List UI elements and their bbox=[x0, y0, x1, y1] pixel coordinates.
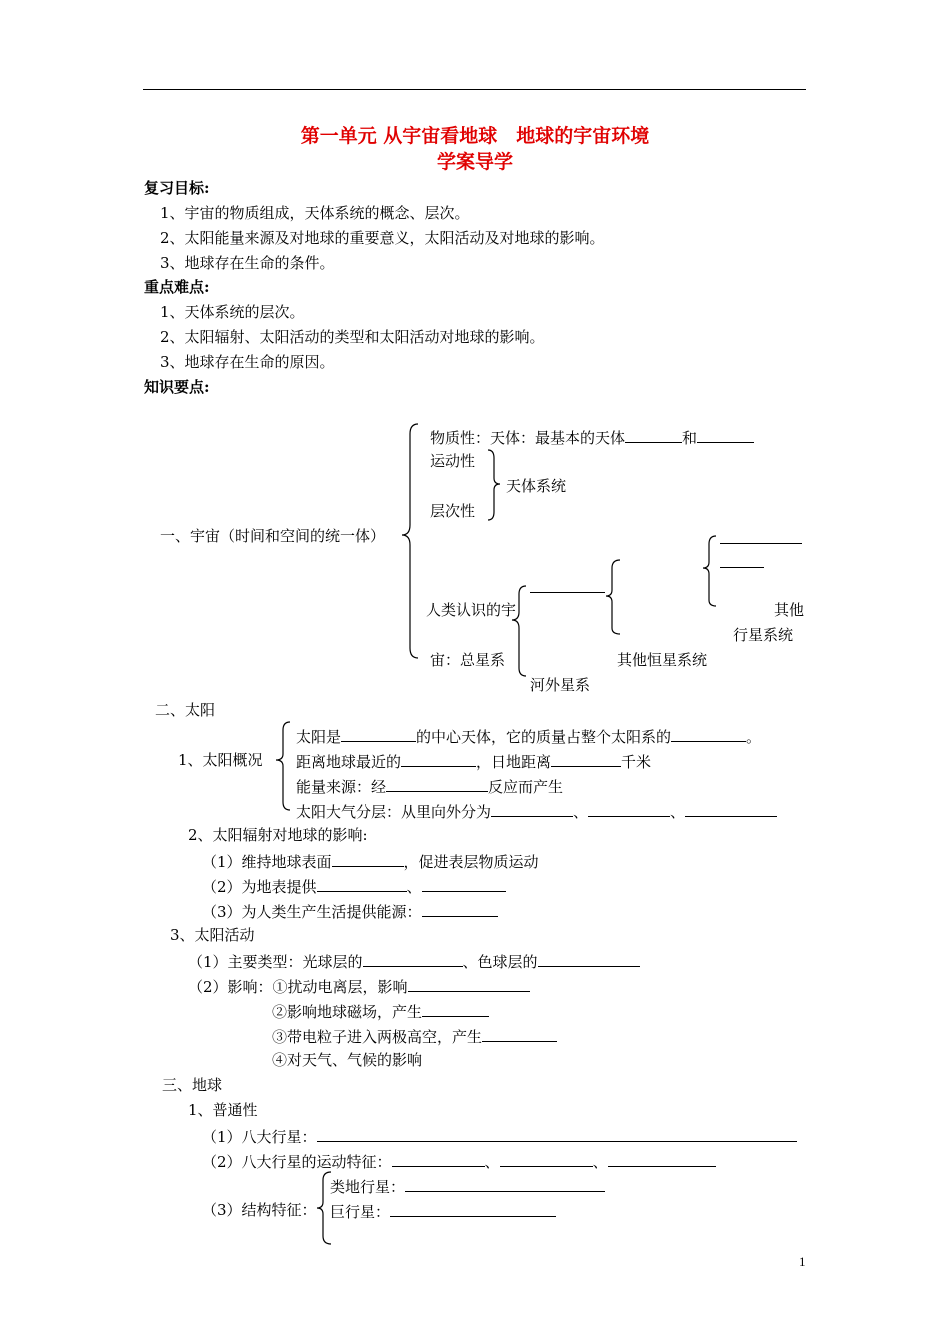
giant-line: 巨行星： bbox=[330, 1201, 556, 1221]
radiation-item: （3）为人类生产生活提供能源： bbox=[202, 901, 498, 921]
material-line: 物质性：天体：最基本的天体 和 bbox=[430, 427, 754, 447]
planet-system-label: 行星系统 bbox=[733, 626, 794, 644]
key-item: 3、地球存在生命的原因。 bbox=[160, 353, 335, 371]
page-title: 第一单元 从宇宙看地球 地球的宇宙环境 bbox=[300, 125, 650, 147]
galaxy-brace bbox=[606, 560, 620, 634]
knowledge-heading: 知识要点: bbox=[144, 378, 210, 396]
general-heading: 1、普通性 bbox=[188, 1101, 258, 1119]
key-item: 1、天体系统的层次。 bbox=[160, 303, 305, 321]
structure-brace bbox=[317, 1172, 331, 1244]
radiation-item: （1）维持地球表面 ，促进表层物质运动 bbox=[202, 853, 539, 871]
activity-item: （1）主要类型：光球层的 、色球层的 bbox=[188, 951, 640, 971]
sun-heading: 二、太阳 bbox=[155, 701, 216, 719]
activity-item: ③带电粒子进入两极高空，产生 bbox=[272, 1026, 557, 1046]
universe-label: 一、宇宙（时间和空间的统一体） bbox=[160, 527, 386, 545]
review-item: 3、地球存在生命的条件。 bbox=[160, 254, 335, 272]
earth-item: （2）八大行星的运动特征： 、 、 bbox=[202, 1151, 716, 1171]
activity-item: （2）影响：①扰动电离层，影响 bbox=[188, 976, 530, 996]
key-heading: 重点难点: bbox=[144, 278, 210, 296]
structure-label: （3）结构特征： bbox=[202, 1201, 317, 1219]
terrestrial-line: 类地行星： bbox=[330, 1176, 605, 1196]
other-label: 其他 bbox=[774, 601, 805, 619]
sun-brace bbox=[276, 722, 290, 810]
radiation-heading: 2、太阳辐射对地球的影响: bbox=[188, 826, 368, 844]
earth-item: （1）八大行星： bbox=[202, 1126, 797, 1146]
activity-heading: 3、太阳活动 bbox=[170, 926, 255, 944]
sun-line1: 太阳是 的中心天体，它的质量占整个太阳系的 。 bbox=[296, 728, 762, 746]
review-item: 1、宇宙的物质组成，天体系统的概念、层次。 bbox=[160, 204, 470, 222]
solar-brace bbox=[703, 536, 716, 606]
universe-brace bbox=[402, 424, 418, 658]
human-brace bbox=[512, 586, 526, 676]
review-heading: 复习目标: bbox=[144, 179, 210, 197]
system-label: 天体系统 bbox=[506, 477, 567, 495]
motion-label: 运动性 bbox=[430, 452, 476, 470]
review-item: 2、太阳能量来源及对地球的重要意义，太阳活动及对地球的影响。 bbox=[160, 229, 605, 247]
page-number: 1 bbox=[799, 1254, 806, 1269]
sun-line3: 能量来源：经 反应而产生 bbox=[296, 778, 564, 796]
other-star-label: 其他恒星系统 bbox=[617, 651, 708, 669]
sun-overview: 1、太阳概况 bbox=[178, 751, 263, 769]
page-subtitle: 学案导学 bbox=[436, 151, 513, 173]
sun-line2: 距离地球最近的 ，日地距离 千米 bbox=[296, 753, 652, 771]
zhou-label: 宙：总星系 bbox=[430, 651, 506, 669]
activity-item: ②影响地球磁场，产生 bbox=[272, 1001, 489, 1021]
level-label: 层次性 bbox=[430, 502, 476, 520]
earth-heading: 三、地球 bbox=[162, 1076, 223, 1094]
activity-item: ④对天气、气候的影响 bbox=[272, 1051, 423, 1069]
sun-line4: 太阳大气分层：从里向外分为 、 、 bbox=[296, 801, 777, 821]
system-brace bbox=[488, 450, 500, 520]
key-item: 2、太阳辐射、太阳活动的类型和太阳活动对地球的影响。 bbox=[160, 328, 545, 346]
galaxy-out-label: 河外星系 bbox=[530, 676, 591, 694]
human-label: 人类认识的宇 bbox=[426, 601, 517, 619]
radiation-item: （2）为地表提供 、 bbox=[202, 876, 506, 896]
